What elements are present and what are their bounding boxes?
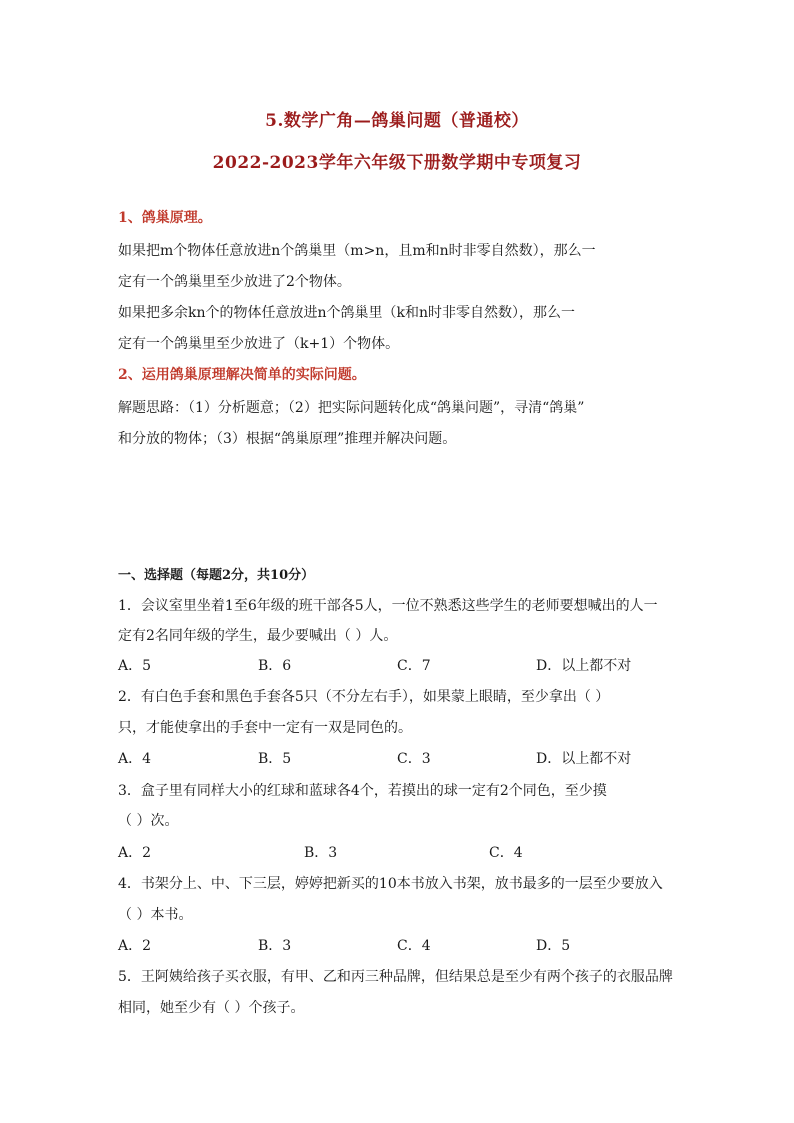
option[interactable]: C．7 [397,658,431,674]
option[interactable]: D．以上都不对 [536,658,632,674]
exercise-heading: 一、选择题（每题2分，共10分） [118,568,315,583]
text-line: 如果把m个物体任意放进n个鸽巢里（m>n，且m和n时非零自然数），那么一 [118,243,596,259]
text-line: 如果把多余kn个的物体任意放进n个鸽巢里（k和n时非零自然数），那么一 [118,305,576,321]
question-1-line: 定有2名同年级的学生，最少要喊出（ ）人。 [118,628,398,644]
option[interactable]: A．2 [118,845,152,861]
option[interactable]: C．3 [397,751,431,767]
section-heading-1: 1、鸽巢原理。 [118,210,212,226]
question-4-options [118,935,678,955]
question-4-line: （ ）本书。 [118,907,193,923]
question-3-line: （ ）次。 [118,813,179,829]
question-1-options [118,655,678,675]
option[interactable]: A．5 [118,658,152,674]
option[interactable]: A．2 [118,938,152,954]
option[interactable]: A．4 [118,751,152,767]
question-5-line: 相同，她至少有（ ）个孩子。 [118,1000,305,1016]
text-line: 定有一个鸽巢里至少放进了2个物体。 [118,274,351,290]
option[interactable]: B．3 [258,938,292,954]
option[interactable]: D．5 [536,938,571,954]
section-heading-2: 2、运用鸽巢原理解决简单的实际问题。 [118,367,366,383]
option[interactable]: C．4 [489,845,523,861]
question-2-line: 2．有白色手套和黑色手套各5只（不分左右手），如果蒙上眼睛，至少拿出（ ） [118,689,610,705]
question-4-line: 4．书架分上、中、下三层，婷婷把新买的10本书放入书架，放书最多的一层至少要放入 [118,876,663,892]
question-5-line: 5．王阿姨给孩子买衣服，有甲、乙和丙三种品牌，但结果总是至少有两个孩子的衣服品牌 [118,969,673,985]
text-line: 定有一个鸽巢里至少放进了（k+1）个物体。 [118,336,400,352]
question-2-options [118,748,678,768]
document-subtitle: 2022-2023学年六年级下册数学期中专项复习 [212,153,582,173]
option[interactable]: D．以上都不对 [536,751,632,767]
option[interactable]: B．6 [258,658,292,674]
question-3-options [118,842,678,862]
question-3-line: 3．盒子里有同样大小的红球和蓝球各4个，若摸出的球一定有2个同色，至少摸 [118,783,607,799]
document-title: 5.数学广角—鸽巢问题（普通校） [265,111,529,131]
question-1-line: 1．会议室里坐着1至6年级的班干部各5人，一位不熟悉这些学生的老师要想喊出的人一 [118,598,658,614]
question-2-line: 只，才能使拿出的手套中一定有一双是同色的。 [118,720,412,736]
option[interactable]: B．5 [258,751,292,767]
text-line: 和分放的物体；（3）根据“鸽巢原理”推理并解决问题。 [118,431,457,447]
option[interactable]: B．3 [304,845,338,861]
option[interactable]: C．4 [397,938,431,954]
text-line: 解题思路：（1）分析题意；（2）把实际问题转化成“鸽巢问题”，寻清“鸽巢” [118,400,585,416]
